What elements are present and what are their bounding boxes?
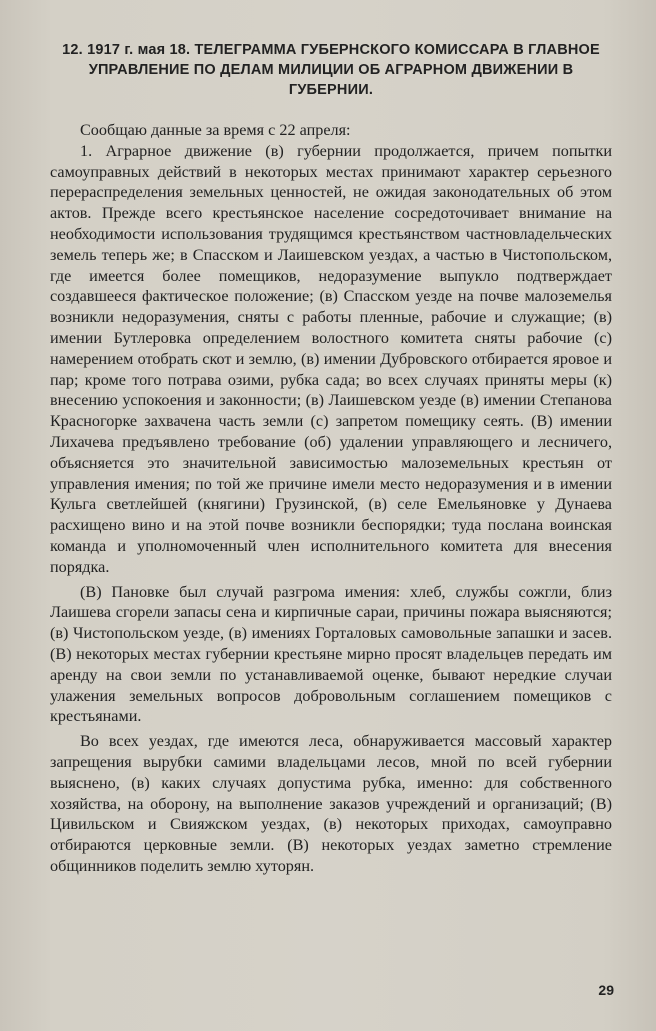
body-paragraph-1: 1. Аграрное движение (в) губернии продолжается, причем попытки самоуправных действий в некоторых местах принимают характер серьезного перераспределения земельных ценностей, не ожидая законодательных об этом актов. Прежде всего крестьянское население сосредоточивает внимание на необходимости использования трудящимся крестьянством частновладельческих земель теперь же; в Спасском и Лаишевском уездах, а частью в Чистопольском, где имеется более помещиков, недоразумение выпукло подтверждает создавшееся фактическое положение; (в) Спасском уезде на почве малоземелья возникли недоразумения, сняты с работы пленные, рабочие и служащие; (в) имении Бутлеровка определением волостного комитета сняты рабочие (с) намерением отобрать скот и землю, (в) имении Дубровского отбирается яровое и пар; кроме того потрава озими, рубка сада; во всех случаях приняты меры (к) внесению успокоения и законности; (в) Лаишевском уезде (в) имении Степанова Красногорке захвачена часть земли (с) запретом помещику сеять. (В) имении Лихачева предъявлено требование (об) удалении управляющего и лесничего, объясняется это значительной зависимостью малоземельных крестьян от управления имения; по той же причине имели место недоразумения и в имении Кульга светлейшей (княгини) Грузинской, (в) селе Емельяновке у Дунаева расхищено вино и на этой почве возникли беспорядки; туда послана воинская команда и уполномоченный член исполнительного комитета для внесения порядка. [50, 141, 612, 576]
intro-paragraph: Сообщаю данные за время с 22 апреля: [80, 121, 351, 139]
page-number: 29 [598, 982, 614, 998]
body-paragraph-3: Во всех уездах, где имеются леса, обнаруживается массовый характер запрещения вырубки самими владельцами лесов, мной по всей губернии выяснено, (в) каких случаях допустима рубка, именно: для собственного хозяйства, на оборону, на выполнение заказов учреждений и организаций; (В) Цивильском и Свияжском уездах, (в) некоторых приходах, самоуправно отбираются церковные земли. (В) некоторых уездах заметно стремление общинников поделить землю хуторян. [50, 732, 612, 875]
document-heading: 12. 1917 г. мая 18. ТЕЛЕГРАММА ГУБЕРНСКОГО КОМИССАРА В ГЛАВНОЕ УПРАВЛЕНИЕ ПО ДЕЛАМ МИЛИЦИИ ОБ АГРАРНОМ ДВИЖЕНИИ В ГУБЕРНИИ. [62, 42, 600, 98]
body-paragraph-2: (В) Пановке был случай разгрома имения: хлеб, службы сожгли, близ Лаишева сгорели запасы сена и кирпичные сараи, причины пожара выясняются; (в) Чистопольском уезде, (в) имениях Горталовых самовольные запашки и засев. (В) некоторых местах губернии крестьяне мирно просят владельцев передать им аренду на свои земли по устанавливаемой оценке, бывают нередкие случаи улажения земельных вопросов добровольным соглашением помещиков с крестьянами. [50, 582, 612, 726]
document-body [50, 120, 612, 877]
